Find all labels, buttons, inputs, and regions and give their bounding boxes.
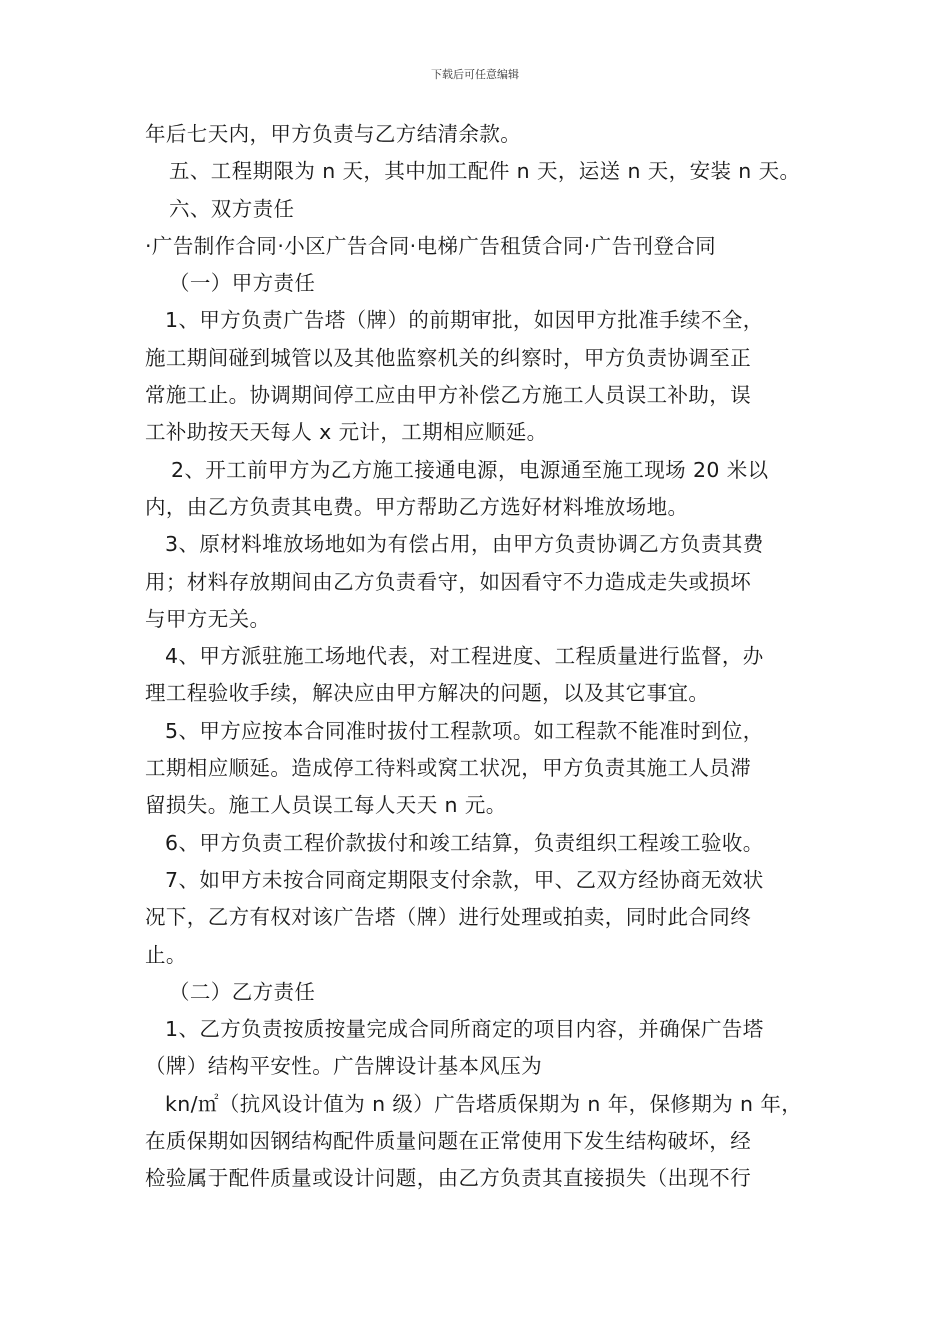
text-line: 与甲方无关。: [145, 606, 271, 631]
text-line: 留损失。施工人员误工每人天天 n 元。: [145, 793, 507, 818]
text-line: （牌）结构平安性。广告牌设计基本风压为: [145, 1054, 543, 1079]
text-line: 1、乙方负责按质按量完成合同所商定的项目内容，并确保广告塔: [165, 1017, 764, 1042]
text-line: 理工程验收手续，解决应由甲方解决的问题，以及其它事宜。: [145, 681, 710, 706]
text-line: 年后七天内，甲方负责与乙方结清余款。: [145, 122, 522, 146]
text-line: 用；材料存放期间由乙方负责看守，如因看守不力造成走失或损坏: [145, 569, 752, 594]
related-contracts-line: ·广告制作合同·小区广告合同·电梯广告租赁合同·广告刊登合同: [145, 233, 717, 258]
page-header: 下载后可任意编辑: [431, 68, 519, 81]
text-line: 内，由乙方负责其电费。甲方帮助乙方选好材料堆放场地。: [145, 494, 689, 519]
party-a-heading: （一）甲方责任: [169, 271, 316, 296]
text-line: 1、甲方负责广告塔（牌）的前期审批，如因甲方批准手续不全，: [165, 308, 764, 333]
text-line: 6、甲方负责工程价款拔付和竣工结算，负责组织工程竣工验收。: [165, 830, 764, 855]
text-line: 工期相应顺延。造成停工待料或窝工状况，甲方负责其施工人员滞: [145, 756, 752, 781]
text-line: 检验属于配件质量或设计问题，由乙方负责其直接损失（出现不行: [145, 1166, 752, 1191]
party-b-heading: （二）乙方责任: [169, 979, 316, 1004]
text-line: 在质保期如因钢结构配件质量问题在正常使用下发生结构破坏，经: [145, 1129, 752, 1154]
text-line: 5、甲方应按本合同准时拔付工程款项。如工程款不能准时到位，: [165, 718, 764, 743]
text-line: 3、原材料堆放场地如为有偿占用，由甲方负责协调乙方负责其费: [165, 532, 764, 557]
text-line: 常施工止。协调期间停工应由甲方补偿乙方施工人员误工补助，误: [145, 383, 752, 408]
text-line: 施工期间碰到城管以及其他监察机关的纠察时，甲方负责协调至正: [145, 345, 752, 370]
text-line: kn/㎡（抗风设计值为 n 级）广告塔质保期为 n 年，保修期为 n 年，: [165, 1091, 803, 1116]
text-line: 止。: [145, 942, 187, 967]
section-six-heading: 六、双方责任: [169, 196, 295, 221]
section-five: 五、工程期限为 n 天，其中加工配件 n 天，运送 n 天，安装 n 天。: [169, 159, 801, 184]
text-line: 工补助按天天每人 x 元计，工期相应顺延。: [145, 420, 548, 445]
document-body: [145, 116, 815, 1198]
text-line: 2、开工前甲方为乙方施工接通电源，电源通至施工现场 20 米以: [171, 457, 769, 482]
text-line: 况下，乙方有权对该广告塔（牌）进行处理或拍卖，同时此合同终: [145, 905, 752, 930]
text-line: 7、如甲方未按合同商定期限支付余款，甲、乙双方经协商无效状: [165, 867, 764, 892]
text-line: 4、甲方派驻施工场地代表，对工程进度、工程质量进行监督，办: [165, 644, 764, 669]
